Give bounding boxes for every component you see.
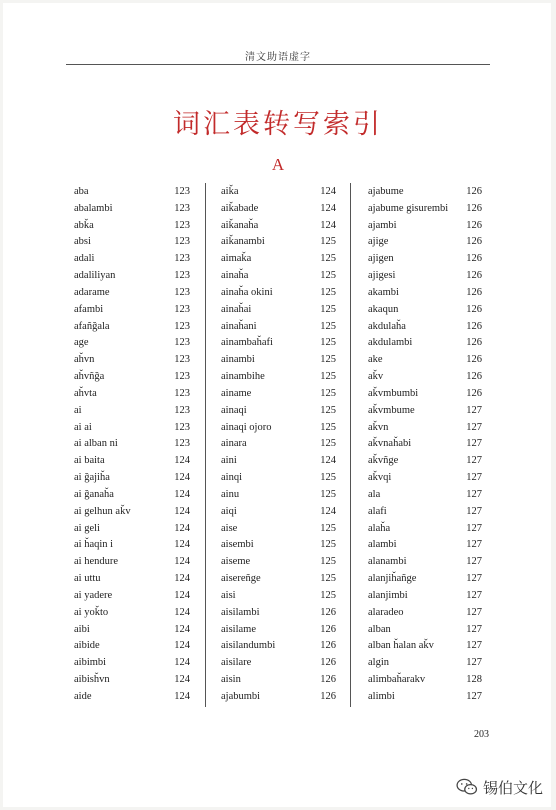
header-rule [66, 64, 490, 65]
index-page-ref: 126 [320, 690, 336, 702]
index-page-ref: 126 [466, 320, 482, 332]
index-page-ref: 124 [174, 589, 190, 601]
index-word: aisi [221, 589, 236, 601]
index-word: ainaqi ojoro [221, 421, 272, 433]
index-entry [368, 285, 482, 302]
index-column-2 [221, 184, 336, 709]
index-entry [74, 420, 190, 437]
index-entry [368, 184, 482, 201]
index-word: aisilandumbi [221, 640, 276, 652]
index-page-ref: 125 [320, 320, 336, 332]
index-word: aǩvmbume [368, 404, 415, 416]
index-word: alimbi [368, 690, 395, 702]
index-entry [368, 420, 482, 437]
index-page-ref: 123 [174, 253, 190, 265]
index-word: aiǩanambi [221, 236, 265, 248]
index-word: alafi [368, 505, 387, 517]
index-word: ai yadere [74, 589, 113, 601]
index-entry [221, 436, 336, 453]
index-page-ref: 125 [320, 539, 336, 551]
index-page-ref: 126 [320, 623, 336, 635]
index-page-ref: 127 [466, 690, 482, 702]
index-word: ai ȟaqin i [74, 539, 114, 551]
index-word: ala [368, 488, 381, 500]
index-word: aiqi [221, 505, 237, 517]
index-entry [221, 622, 336, 639]
index-entry [221, 184, 336, 201]
index-word: ai ğajiȟa [74, 472, 110, 484]
index-column-3 [368, 184, 482, 709]
index-word: abǩa [74, 219, 94, 231]
index-entry [368, 453, 482, 470]
index-entry [221, 554, 336, 571]
index-entry [368, 638, 482, 655]
index-page-ref: 124 [320, 505, 336, 517]
index-entry [221, 403, 336, 420]
index-page-ref: 124 [174, 472, 190, 484]
index-word: aini [221, 455, 237, 467]
index-word: aȟvn [74, 354, 95, 366]
index-word: ajabumbi [221, 690, 261, 702]
index-page-ref: 127 [466, 421, 482, 433]
index-word: aǩv [368, 371, 384, 383]
index-word: ainqi [221, 472, 242, 484]
index-word: aisilame [221, 623, 256, 635]
wechat-icon [456, 778, 478, 796]
index-page-ref: 126 [466, 371, 482, 383]
index-entry [74, 335, 190, 352]
index-word: ainaȟa [221, 270, 249, 282]
index-page-ref: 125 [320, 472, 336, 484]
index-page-ref: 123 [174, 438, 190, 450]
index-entry [368, 352, 482, 369]
index-entry [74, 655, 190, 672]
index-entry [368, 521, 482, 538]
index-page-ref: 124 [174, 488, 190, 500]
index-page-ref: 125 [320, 236, 336, 248]
index-column-1 [74, 184, 190, 709]
index-page-ref: 126 [466, 219, 482, 231]
index-page-ref: 125 [320, 253, 336, 265]
index-entry [74, 537, 190, 554]
index-page-ref: 126 [466, 303, 482, 315]
index-page-ref: 124 [174, 674, 190, 686]
index-page-ref: 125 [320, 488, 336, 500]
index-page-ref: 123 [174, 219, 190, 231]
index-entry [368, 386, 482, 403]
index-entry [74, 285, 190, 302]
column-divider [205, 183, 206, 707]
index-word: ainambihe [221, 371, 265, 383]
index-page-ref: 127 [466, 438, 482, 450]
index-word: ajabume gisurembi [368, 202, 449, 214]
index-word: alimbaȟarakv [368, 674, 426, 686]
index-entry [221, 352, 336, 369]
index-page-ref: 125 [320, 404, 336, 416]
index-page-ref: 126 [466, 202, 482, 214]
index-page-ref: 125 [320, 589, 336, 601]
index-entry [74, 268, 190, 285]
index-word: alanjiȟañge [368, 573, 417, 585]
index-page-ref: 126 [466, 253, 482, 265]
index-entry [368, 672, 482, 689]
index-entry [74, 554, 190, 571]
index-entry [221, 218, 336, 235]
index-page-ref: 124 [174, 657, 190, 669]
index-entry [74, 302, 190, 319]
index-page-ref: 123 [174, 202, 190, 214]
index-entry [368, 201, 482, 218]
index-word: aȟvta [74, 387, 97, 399]
index-entry [74, 521, 190, 538]
index-entry [368, 689, 482, 706]
index-entry [74, 403, 190, 420]
index-word: aide [74, 690, 92, 702]
index-entry [221, 605, 336, 622]
index-word: ai [74, 404, 82, 416]
index-page-ref: 123 [174, 421, 190, 433]
index-word: absi [74, 236, 91, 248]
index-word: ai uttu [74, 573, 101, 585]
index-page-ref: 126 [320, 606, 336, 618]
index-entry [74, 622, 190, 639]
index-page-ref: 126 [466, 286, 482, 298]
index-entry [74, 453, 190, 470]
index-page-ref: 124 [174, 573, 190, 585]
index-page-ref: 126 [466, 354, 482, 366]
index-page-ref: 125 [320, 556, 336, 568]
index-word: aibi [74, 623, 90, 635]
index-word: aibimbi [74, 657, 107, 669]
watermark-text: 锡伯文化 [483, 778, 544, 797]
index-entry [368, 403, 482, 420]
index-page-ref: 124 [174, 539, 190, 551]
index-entry [74, 605, 190, 622]
index-word: akambi [368, 286, 399, 298]
index-entry [221, 234, 336, 251]
index-word: ajambi [368, 219, 397, 231]
index-entry [74, 369, 190, 386]
index-page-ref: 123 [174, 303, 190, 315]
index-page-ref: 127 [466, 657, 482, 669]
index-entry [368, 302, 482, 319]
index-word: aiǩabade [221, 202, 259, 214]
index-word: afañğala [74, 320, 110, 332]
column-divider [350, 183, 351, 707]
index-entry [368, 605, 482, 622]
index-page-ref: 127 [466, 472, 482, 484]
index-word: ajige [368, 236, 389, 248]
index-entry [221, 588, 336, 605]
index-entry [74, 689, 190, 706]
index-page-ref: 125 [320, 270, 336, 282]
index-word: adarame [74, 286, 110, 298]
index-word: alambi [368, 539, 397, 551]
index-entry [221, 537, 336, 554]
index-page-ref: 128 [466, 674, 482, 686]
index-page-ref: 126 [466, 236, 482, 248]
index-entry [221, 655, 336, 672]
index-word: aibisȟvn [74, 674, 110, 686]
index-word: ajigen [368, 253, 394, 265]
index-page-ref: 127 [466, 623, 482, 635]
index-page-ref: 124 [320, 219, 336, 231]
index-entry [368, 251, 482, 268]
index-page-ref: 127 [466, 455, 482, 467]
index-word: aȟvñğa [74, 371, 105, 383]
index-word: aǩvn [368, 421, 389, 433]
index-entry [368, 537, 482, 554]
index-entry [221, 638, 336, 655]
index-entry [74, 352, 190, 369]
index-word: aise [221, 522, 238, 534]
index-page-ref: 127 [466, 404, 482, 416]
index-page-ref: 125 [320, 573, 336, 585]
index-word: aimaǩa [221, 253, 252, 265]
index-entry [74, 470, 190, 487]
index-word: ai ai [74, 421, 92, 433]
index-entry [221, 470, 336, 487]
index-entry [74, 234, 190, 251]
index-page-ref: 127 [466, 640, 482, 652]
index-entry [74, 588, 190, 605]
index-entry [368, 369, 482, 386]
page-title: 词汇表转写索引 [173, 109, 383, 140]
index-page-ref: 127 [466, 505, 482, 517]
index-page-ref: 125 [320, 387, 336, 399]
index-word: aiseme [221, 556, 251, 568]
index-page-ref: 127 [466, 589, 482, 601]
index-word: aisembi [221, 539, 254, 551]
index-word: alban ȟalan aǩv [368, 640, 434, 652]
index-word: ajigesi [368, 270, 396, 282]
index-word: alban [368, 623, 391, 635]
index-entry [74, 504, 190, 521]
index-page-ref: 127 [466, 488, 482, 500]
index-word: age [74, 337, 89, 349]
index-word: aisereñge [221, 573, 261, 585]
index-word: ake [368, 354, 383, 366]
index-entry [368, 504, 482, 521]
index-word: afambi [74, 303, 104, 315]
index-word: ai yoǩto [74, 606, 109, 618]
index-page-ref: 124 [174, 556, 190, 568]
index-page-ref: 125 [320, 303, 336, 315]
index-page-ref: 125 [320, 421, 336, 433]
index-page-ref: 127 [466, 573, 482, 585]
index-page-ref: 123 [174, 286, 190, 298]
index-entry [74, 319, 190, 336]
index-word: alaȟa [368, 522, 391, 534]
index-word: abalambi [74, 202, 113, 214]
index-page-ref: 124 [174, 623, 190, 635]
index-page-ref: 125 [320, 438, 336, 450]
index-entry [221, 386, 336, 403]
index-entry [368, 319, 482, 336]
index-word: alanambi [368, 556, 407, 568]
index-entry [368, 335, 482, 352]
index-page-ref: 124 [320, 202, 336, 214]
index-entry [221, 571, 336, 588]
index-entry [74, 487, 190, 504]
index-entry [74, 638, 190, 655]
index-entry [74, 201, 190, 218]
page-number: 203 [474, 729, 489, 740]
index-entry [221, 302, 336, 319]
index-page-ref: 123 [174, 404, 190, 416]
index-entry [368, 218, 482, 235]
index-word: aisin [221, 674, 241, 686]
index-entry [221, 672, 336, 689]
index-word: ai geli [74, 522, 100, 534]
index-entry [74, 218, 190, 235]
index-entry [368, 234, 482, 251]
index-page-ref: 124 [174, 606, 190, 618]
index-word: ainame [221, 387, 252, 399]
index-page-ref: 124 [174, 522, 190, 534]
index-word: aiǩa [221, 186, 239, 197]
index-entry [221, 268, 336, 285]
index-page-ref: 123 [174, 337, 190, 349]
index-word: ainaȟai [221, 303, 252, 315]
index-entry [221, 201, 336, 218]
index-entry [368, 655, 482, 672]
index-page-ref: 125 [320, 522, 336, 534]
index-entry [74, 436, 190, 453]
index-page-ref: 124 [174, 455, 190, 467]
index-page-ref: 127 [466, 606, 482, 618]
index-page-ref: 124 [320, 455, 336, 467]
index-page-ref: 123 [174, 387, 190, 399]
index-entry [221, 453, 336, 470]
index-word: akdulaȟa [368, 320, 406, 332]
index-word: alaradeo [368, 606, 404, 618]
index-word: ajabume [368, 186, 404, 197]
index-word: aǩvmbumbi [368, 387, 419, 399]
index-entry [368, 487, 482, 504]
index-page-ref: 126 [466, 270, 482, 282]
index-entry [74, 571, 190, 588]
index-page-ref: 127 [466, 556, 482, 568]
index-word: ai ğanaȟa [74, 488, 114, 500]
index-page-ref: 125 [320, 337, 336, 349]
index-entry [74, 251, 190, 268]
index-entry [221, 285, 336, 302]
index-entry [221, 420, 336, 437]
index-entry [221, 319, 336, 336]
index-word: ainu [221, 488, 240, 500]
index-entry [221, 487, 336, 504]
index-word: ainaȟani [221, 320, 257, 332]
index-word: aisilare [221, 657, 252, 669]
index-page-ref: 126 [320, 657, 336, 669]
index-page-ref: 124 [320, 186, 336, 197]
index-page-ref: 123 [174, 320, 190, 332]
index-page-ref: 125 [320, 354, 336, 366]
section-letter: A [271, 155, 285, 174]
index-word: adali [74, 253, 95, 265]
index-entry [221, 521, 336, 538]
index-word: aǩvñge [368, 455, 399, 467]
index-page-ref: 126 [466, 337, 482, 349]
index-word: adaliliyan [74, 270, 116, 282]
index-page-ref: 124 [174, 505, 190, 517]
index-page-ref: 127 [466, 539, 482, 551]
index-word: ainambi [221, 354, 255, 366]
index-entry [368, 470, 482, 487]
index-word: ainara [221, 438, 247, 450]
index-entry [368, 268, 482, 285]
index-word: ainambaȟafi [221, 337, 273, 349]
index-entry [74, 672, 190, 689]
index-word: ai alban ni [74, 438, 118, 450]
index-page-ref: 124 [174, 640, 190, 652]
index-word: ainaȟa okini [221, 286, 273, 298]
index-word: ainaqi [221, 404, 247, 416]
index-page-ref: 123 [174, 371, 190, 383]
index-word: aba [74, 186, 89, 197]
index-word: ai baita [74, 455, 105, 467]
index-entry [74, 386, 190, 403]
index-entry [368, 436, 482, 453]
watermark [456, 776, 543, 798]
index-word: akaqun [368, 303, 399, 315]
index-entry [368, 554, 482, 571]
index-entry [368, 571, 482, 588]
running-head: 清文助语虚字 [245, 52, 311, 63]
index-word: aiǩanaȟa [221, 219, 259, 231]
index-entry [221, 369, 336, 386]
index-word: alanjimbi [368, 589, 408, 601]
index-entry [221, 335, 336, 352]
index-page-ref: 124 [174, 690, 190, 702]
index-page-ref: 123 [174, 270, 190, 282]
index-page-ref: 123 [174, 186, 190, 197]
index-page-ref: 125 [320, 371, 336, 383]
index-page-ref: 123 [174, 354, 190, 366]
index-entry [221, 689, 336, 706]
index-word: ai gelhun aǩv [74, 505, 131, 517]
index-word: aǩvqi [368, 472, 392, 484]
index-word: ai hendure [74, 556, 119, 568]
index-entry [221, 504, 336, 521]
index-page-ref: 126 [320, 640, 336, 652]
index-page-ref: 126 [466, 387, 482, 399]
index-word: aǩvnaȟabi [368, 438, 412, 450]
index-entry [74, 184, 190, 201]
index-page-ref: 126 [320, 674, 336, 686]
index-word: algin [368, 657, 389, 669]
index-entry [221, 251, 336, 268]
index-word: akdulambi [368, 337, 413, 349]
index-entry [368, 588, 482, 605]
index-entry [368, 622, 482, 639]
index-word: aibide [74, 640, 100, 652]
index-page-ref: 123 [174, 236, 190, 248]
index-page-ref: 125 [320, 286, 336, 298]
index-page-ref: 127 [466, 522, 482, 534]
index-page-ref: 126 [466, 186, 482, 197]
index-word: aisilambi [221, 606, 260, 618]
